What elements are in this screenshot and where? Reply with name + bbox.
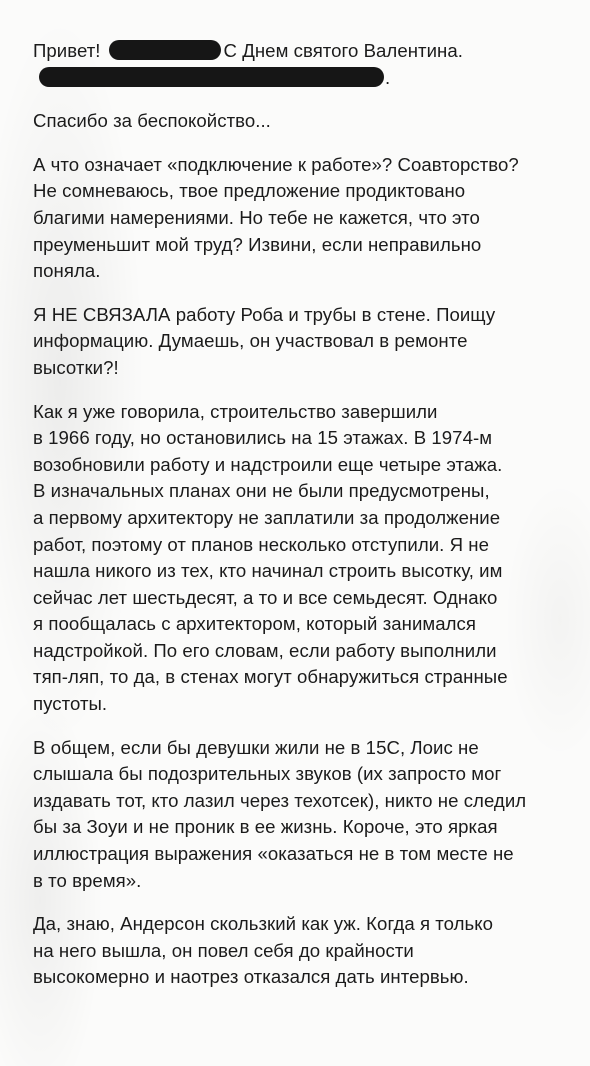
redaction-bar — [39, 67, 384, 87]
greeting-tail: С Днем святого Валентина. — [223, 40, 463, 61]
text-line: преуменьшит мой труд? Извини, если неправильно — [33, 233, 482, 255]
greeting-line2-tail: . — [385, 66, 391, 88]
greeting-paragraph — [33, 38, 589, 91]
greeting-line-2 — [33, 65, 589, 92]
paragraph-wrong-place — [33, 735, 589, 895]
text-line: слышала бы подозрительных звуков (их запросто мог — [33, 763, 502, 785]
text-line: В изначальных планах они не были предусмотрены, — [33, 480, 490, 502]
text-line: иллюстрация выражения «оказаться не в том месте не — [33, 843, 514, 865]
paragraph-coauthorship — [33, 152, 589, 285]
paragraph-rob-pipes — [33, 302, 589, 382]
text-line: Не сомневаюсь, твое предложение продиктовано — [33, 180, 466, 202]
text-line: высотки?! — [33, 356, 119, 378]
text-line: поняла. — [33, 260, 101, 282]
text-line: нашла никого из тех, кто начинал строить высотку, им — [33, 560, 503, 582]
text-line: надстройкой. По его словам, если работу выполнили — [33, 639, 497, 661]
text-line: сейчас лет шестьдесят, а то и все семьдесят. Однако — [33, 586, 498, 608]
text-line: Да, знаю, Андерсон скользкий как уж. Когда я только — [33, 913, 494, 935]
text-line: Спасибо за беспокойство... — [33, 110, 271, 132]
text-line: А что означает «подключение к работе»? Соавторство? — [33, 153, 519, 175]
text-line: издавать тот, кто лазил через техотсек), никто не следил — [33, 789, 527, 811]
text-line: бы за Зоуи и не проник в ее жизнь. Короче, это яркая — [33, 816, 498, 838]
text-line: тяп-ляп, то да, в стенах могут обнаружиться странные — [33, 666, 508, 688]
paragraph-thanks — [33, 108, 589, 135]
redaction-bar — [109, 40, 221, 60]
text-line: а первому архитектору не заплатили за продолжение — [33, 506, 501, 528]
text-line: я пообщалась с архитектором, который занимался — [33, 613, 477, 635]
text-line: в то время». — [33, 869, 142, 891]
greeting-line-1 — [33, 38, 589, 65]
text-line: высокомерно и наотрез отказался дать интервью. — [33, 966, 469, 988]
text-line: работ, поэтому от планов несколько отступили. Я не — [33, 533, 490, 555]
text-line: В общем, если бы девушки жили не в 15С, Лоис не — [33, 736, 479, 758]
text-line: на него вышла, он повел себя до крайности — [33, 939, 414, 961]
text-line: информацию. Думаешь, он участвовал в ремонте — [33, 330, 468, 352]
text-line: пустоты. — [33, 693, 108, 715]
text-line: Как я уже говорила, строительство завершили — [33, 400, 438, 422]
letter-text — [33, 38, 589, 1008]
text-line: благими намерениями. Но тебе не кажется, что это — [33, 206, 480, 228]
greeting-lead: Привет! — [33, 40, 101, 61]
paragraph-construction-history — [33, 399, 589, 718]
text-line: Я НЕ СВЯЗАЛА работу Роба и трубы в стене. Поищу — [33, 303, 496, 325]
paragraph-anderson — [33, 911, 589, 991]
text-line: возобновили работу и надстроили еще четыре этажа. — [33, 453, 503, 475]
text-line: в 1966 году, но остановились на 15 этажах. В 1974-м — [33, 427, 493, 449]
